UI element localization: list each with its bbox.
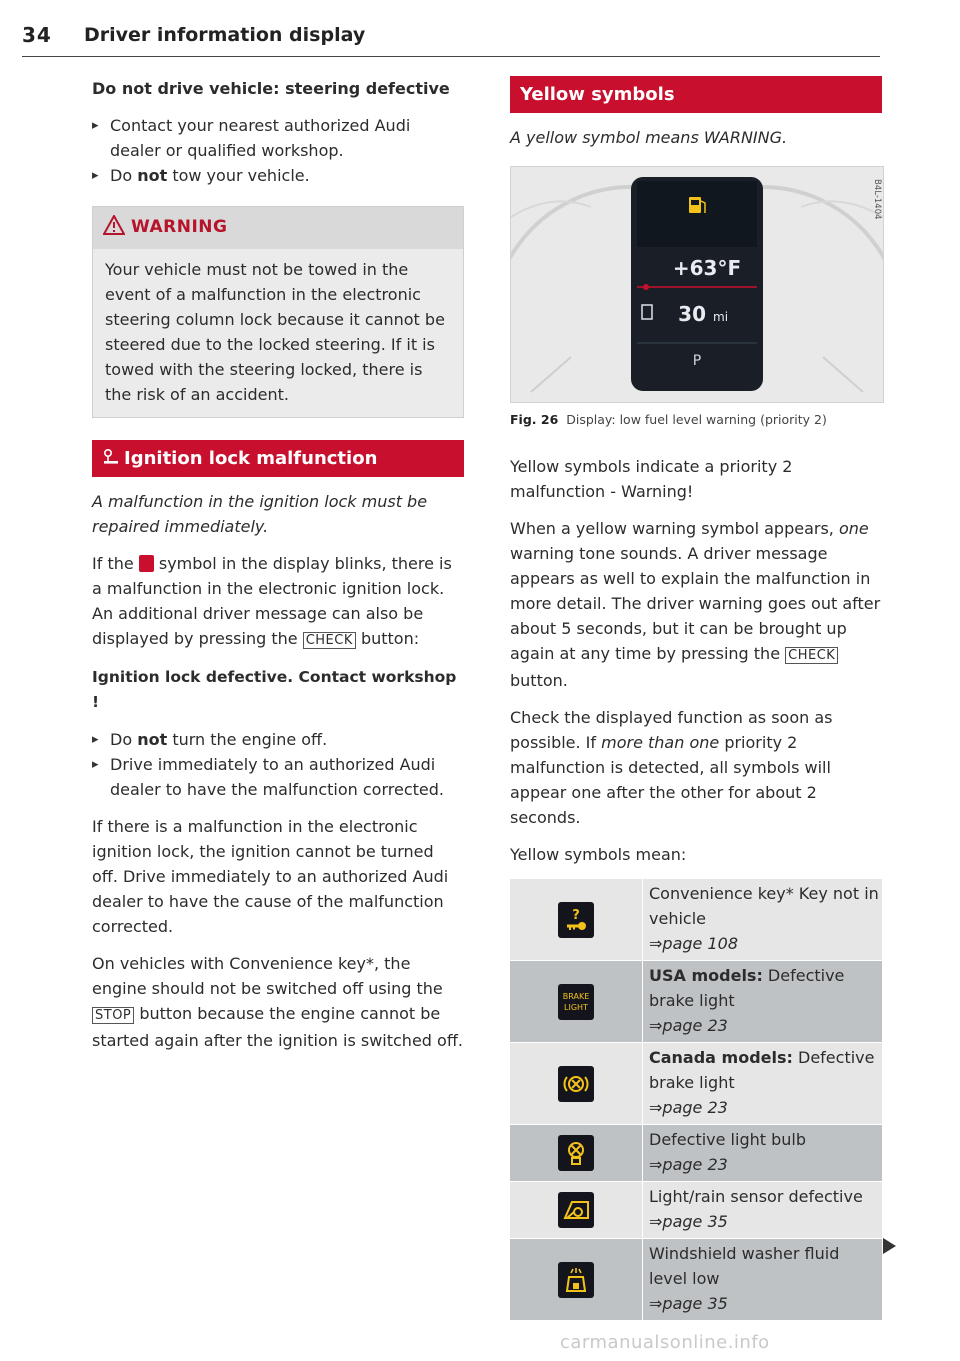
ignition-paragraph-3: On vehicles with Convenience key*, the engine should not be switched off using the STOP button because the engine cannot be started again after the ignition is switched off.	[92, 954, 463, 1050]
svg-text:LIGHT: LIGHT	[564, 1002, 588, 1012]
check-button-ref: CHECK	[785, 647, 838, 664]
list-item: ▸ Drive immediately to an authorized Audi dealer to have the malfunction corrected.	[92, 752, 464, 802]
page-number: 34	[22, 23, 52, 47]
svg-text:BRAKE: BRAKE	[562, 991, 590, 1001]
yellow-paragraph-3: Check the displayed function as soon as possible. If more than one priority 2 malfunction is detected, all symbols will appear one after the other for about 2 seconds.	[510, 708, 833, 827]
list-item: ▸ Do not turn the engine off.	[92, 727, 464, 752]
gear-indicator: P	[692, 353, 702, 369]
symbol-description: Light/rain sensor defective ⇒page 35	[642, 1182, 882, 1238]
symbol-description: Convenience key* Key not in vehicle ⇒page 108	[642, 879, 882, 960]
table-row	[510, 879, 882, 961]
yellow-paragraph-2: When a yellow warning symbol appears, one warning tone sounds. A driver message appears as well to explain the malfunction in more detail. The driver warning goes out after about 5 seconds, but it can be brought up again at any time by pressing the CHECK button.	[510, 519, 881, 690]
light-rain-sensor-icon	[558, 1192, 594, 1228]
yellow-paragraph-4: Yellow symbols mean:	[510, 845, 687, 864]
check-button-ref: CHECK	[303, 632, 356, 649]
ignition-section-title: Ignition lock malfunction	[124, 448, 378, 469]
yellow-intro: A yellow symbol means WARNING.	[510, 128, 788, 147]
figure-26	[510, 166, 884, 403]
page-reference[interactable]: ⇒page 35	[649, 1212, 728, 1231]
left-column	[92, 76, 464, 1065]
warning-label: WARNING	[131, 217, 228, 237]
page-reference[interactable]: ⇒page 108	[649, 934, 738, 953]
svg-text:?: ?	[572, 907, 580, 923]
list-item: ▸ Do not tow your vehicle.	[92, 163, 464, 188]
steering-bullets	[92, 113, 464, 188]
yellow-paragraph-1: Yellow symbols indicate a priority 2 malfunction - Warning!	[510, 457, 793, 501]
brake-circle-icon	[558, 1066, 594, 1102]
continue-arrow-icon	[883, 1238, 896, 1254]
figure-code: B4L-1404	[872, 179, 882, 220]
warning-triangle-icon	[103, 215, 125, 243]
bulb-icon	[558, 1135, 594, 1171]
steering-heading: Do not drive vehicle: steering defective	[92, 79, 450, 98]
warning-text: Your vehicle must not be towed in the event of a malfunction in the electronic steering column lock because it cannot be steered due to the locked steering. If it is towed with the steering locked, there is the risk of an accident.	[105, 260, 445, 404]
ignition-paragraph-1: If the symbol in the display blinks, there is a malfunction in the electronic ignition lock. An additional driver message can also be displayed by pressing the CHECK button:	[92, 554, 452, 648]
ignition-warning-icon	[139, 555, 154, 572]
table-row	[510, 1043, 882, 1125]
range-unit: mi	[713, 310, 729, 324]
table-row	[510, 1125, 882, 1182]
stop-button-ref: STOP	[92, 1007, 134, 1024]
symbol-description: USA models: Defective brake light ⇒page 23	[642, 961, 882, 1042]
watermark: carmanualsonline.info	[560, 1332, 770, 1353]
page-reference[interactable]: ⇒page 23	[649, 1098, 728, 1117]
temperature-readout: +63°F	[672, 256, 742, 280]
ignition-lock-icon	[102, 448, 120, 466]
ignition-bullets	[92, 727, 464, 802]
ignition-intro: A malfunction in the ignition lock must be repaired immediately.	[92, 492, 428, 536]
page-reference[interactable]: ⇒page 23	[649, 1016, 728, 1035]
symbol-description: Windshield washer fluid level low ⇒page 35	[642, 1239, 882, 1320]
table-row	[510, 1239, 882, 1321]
table-row	[510, 1182, 882, 1239]
ignition-section-bar	[92, 440, 464, 477]
brake-light-icon	[558, 984, 594, 1020]
range-readout: 30	[678, 302, 706, 326]
page-reference[interactable]: ⇒page 35	[649, 1294, 728, 1313]
yellow-symbols-bar: Yellow symbols	[510, 76, 882, 113]
list-item: ▸ Contact your nearest authorized Audi dealer or qualified workshop.	[92, 113, 464, 163]
warning-box	[92, 206, 464, 418]
ignition-paragraph-2: If there is a malfunction in the electronic ignition lock, the ignition cannot be turned off. Drive immediately to an authorized Audi dealer to have the cause of the malfunction corrected.	[92, 817, 449, 936]
warning-header	[93, 207, 463, 249]
figure-caption: Fig. 26 Display: low fuel level warning (priority 2)	[510, 412, 827, 427]
symbol-description: Defective light bulb ⇒page 23	[642, 1125, 882, 1181]
washer-fluid-icon	[558, 1262, 594, 1298]
table-row	[510, 961, 882, 1043]
instrument-cluster-illustration	[511, 167, 883, 402]
symbol-table	[510, 879, 882, 1321]
symbol-description: Canada models: Defective brake light ⇒page 23	[642, 1043, 882, 1124]
page-header	[22, 22, 880, 57]
ignition-subheading: Ignition lock defective. Contact workshop !	[92, 668, 457, 711]
page-reference[interactable]: ⇒page 23	[649, 1155, 728, 1174]
chapter-title: Driver information display	[84, 24, 366, 46]
key-question-icon	[558, 902, 594, 938]
right-column	[510, 76, 882, 1321]
